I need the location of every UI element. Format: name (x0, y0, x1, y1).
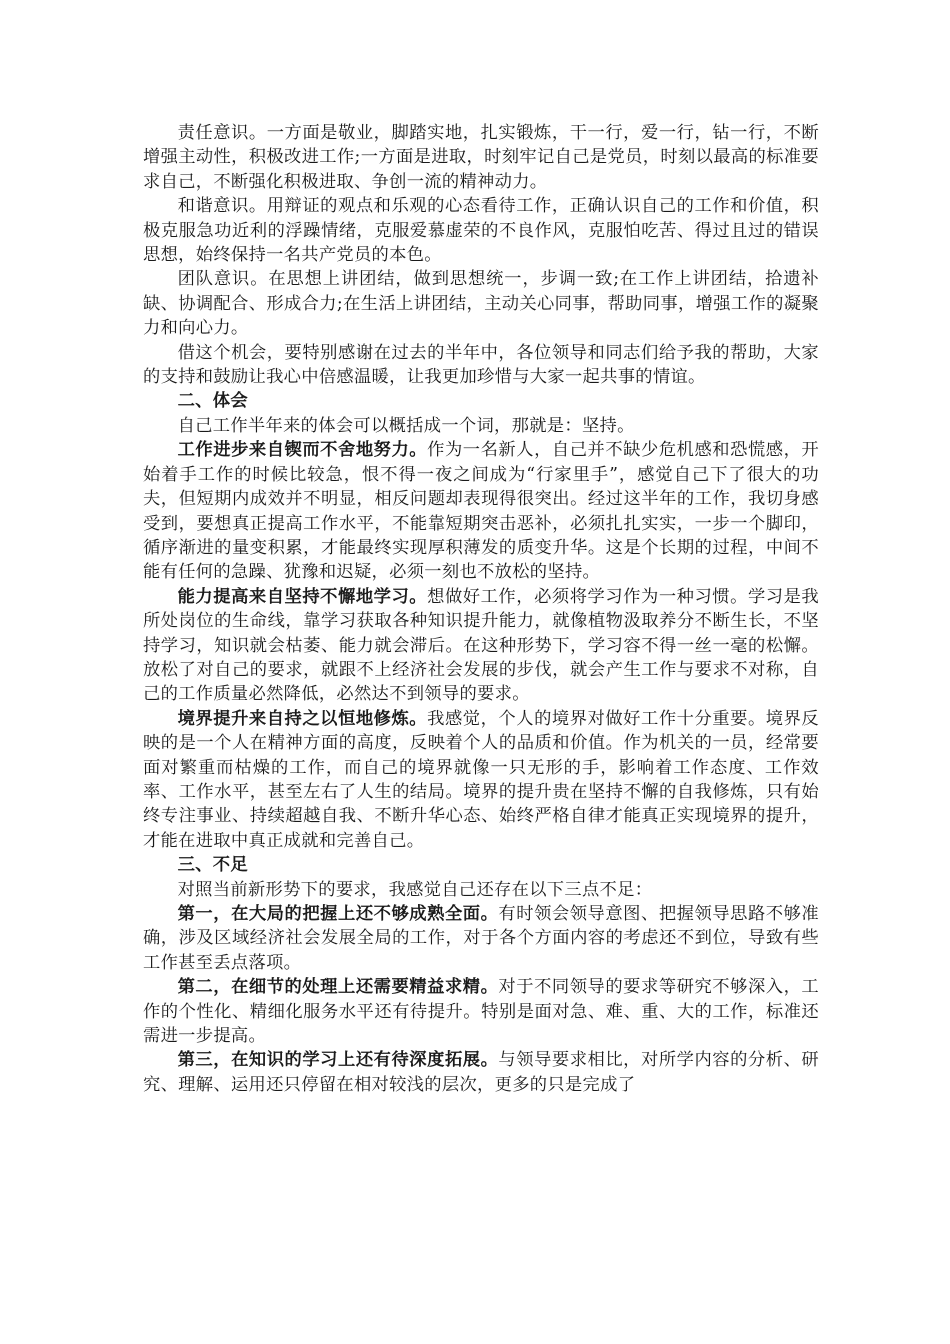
paragraph-lead-progress: 工作进步来自锲而不舍地努力。 (177, 440, 428, 461)
paragraph-teamwork: 团队意识。在思想上讲团结，做到思想统一，步调一致;在工作上讲团结，拾遗补缺、协调配合、形成合力;在生活上讲团结，主动关心同事，帮助同事，增强工作的凝聚力和向心力。 (143, 269, 819, 339)
paragraph-body-second: 对于不同领导的要求等研究不够深入，工作的个性化、精细化服务水平还有待提升。特别是面对急、难、重、大的工作，标准还需进一步提高。 (143, 977, 819, 1047)
paragraph-lead-first: 第一，在大局的把握上还不够成熟全面。 (177, 904, 499, 924)
paragraph-learning (143, 585, 819, 707)
paragraph-body-cultivation: 我感觉，个人的境界对做好工作十分重要。境界反映的是一个人在精神方面的高度，反映着个人的品质和价值。作为机关的一员，经常要面对繁重而枯燥的工作，而自己的境界就像一只无形的手，影响着工作态度、工作效率、工作水平，甚至左右了人生的结局。境界的提升贵在坚持不懈的自我修炼，只有始终专注事业、持续超越自我、不断升华心态、始终严格自律才能真正实现境界的提升，才能在进取中真正成就和完善自己。 (143, 708, 819, 851)
document-page (143, 121, 819, 1097)
paragraph-body-progress: 作为一名新人，自己并不缺少危机感和恐慌感，开始着手工作的时候比较急，恨不得一夜之间成为“行家里手”，感觉自己下了很大的功夫，但短期内成效并不明显，相反问题却表现得很突出。经过这半年的工作，我切身感受到，要想真正提高工作水平，不能靠短期突击恶补，必须扎扎实实，一步一个脚印，循序渐进的量变积累，才能最终实现厚积薄发的质变升华。这是个长期的过程，中间不能有任何的急躁、犹豫和迟疑，必须一刻也不放松的坚持。 (143, 440, 819, 583)
paragraph-cultivation (143, 707, 819, 853)
paragraph-progress (143, 438, 819, 584)
paragraph-body-learning: 想做好工作，必须将学习作为一种习惯。学习是我所处岗位的生命线，靠学习获取各种知识提升能力，就像植物汲取养分不断生长，不坚持学习，知识就会枯萎、能力就会滞后。在这种形势下，学习容不得一丝一毫的松懈。放松了对自己的要求，就跟不上经济社会发展的步伐，就会产生工作与要求不对称，自己的工作质量必然降低，必然达不到领导的要求。 (143, 586, 819, 705)
paragraph-thanks: 借这个机会，要特别感谢在过去的半年中，各位领导和同志们给予我的帮助，大家的支持和鼓励让我心中倍感温暖，让我更加珍惜与大家一起共事的情谊。 (143, 342, 819, 388)
section-heading-experience: 二、体会 (177, 391, 248, 412)
paragraph-lead-cultivation: 境界提升来自持之以恒地修炼。 (177, 708, 428, 729)
paragraph-shortcoming-first (143, 902, 819, 975)
paragraph-shortcoming-second (143, 975, 819, 1048)
paragraph-harmony: 和谐意识。用辩证的观点和乐观的心态看待工作，正确认识自己的工作和价值，积极克服急功近利的浮躁情绪，克服爱慕虚荣的不良作风，克服怕吃苦、得过且过的错误思想，始终保持一名共产党员的本色。 (143, 196, 819, 266)
section-heading-shortcomings: 三、不足 (177, 855, 248, 876)
paragraph-shortcoming-third (143, 1048, 819, 1097)
paragraph-lead-learning: 能力提高来自坚持不懈地学习。 (177, 586, 428, 607)
paragraph-lead-second: 第二，在细节的处理上还需要精益求精。 (177, 977, 499, 998)
paragraph-shortcomings-intro: 对照当前新形势下的要求，我感觉自己还存在以下三点不足： (177, 879, 653, 900)
paragraph-responsibility: 责任意识。一方面是敬业，脚踏实地，扎实锻炼，干一行，爱一行，钻一行，不断增强主动性，积极改进工作;一方面是进取，时刻牢记自己是党员，时刻以最高的标准要求自己，不断强化积极进取、争创一流的精神动力。 (143, 123, 819, 192)
paragraph-lead-third: 第三，在知识的学习上还有待深度拓展。 (177, 1050, 499, 1071)
paragraph-experience-intro: 自己工作半年来的体会可以概括成一个词，那就是：坚持。 (177, 415, 635, 436)
paragraph-body-first: 有时领会领导意图、把握领导思路不够准确，涉及区域经济社会发展全局的工作，对于各个方面内容的考虑还不到位，导致有些工作甚至丢点落项。 (143, 904, 819, 973)
paragraph-body-third: 与领导要求相比，对所学内容的分析、研究、理解、运用还只停留在相对较浅的层次，更多的只是完成了 (143, 1050, 819, 1095)
